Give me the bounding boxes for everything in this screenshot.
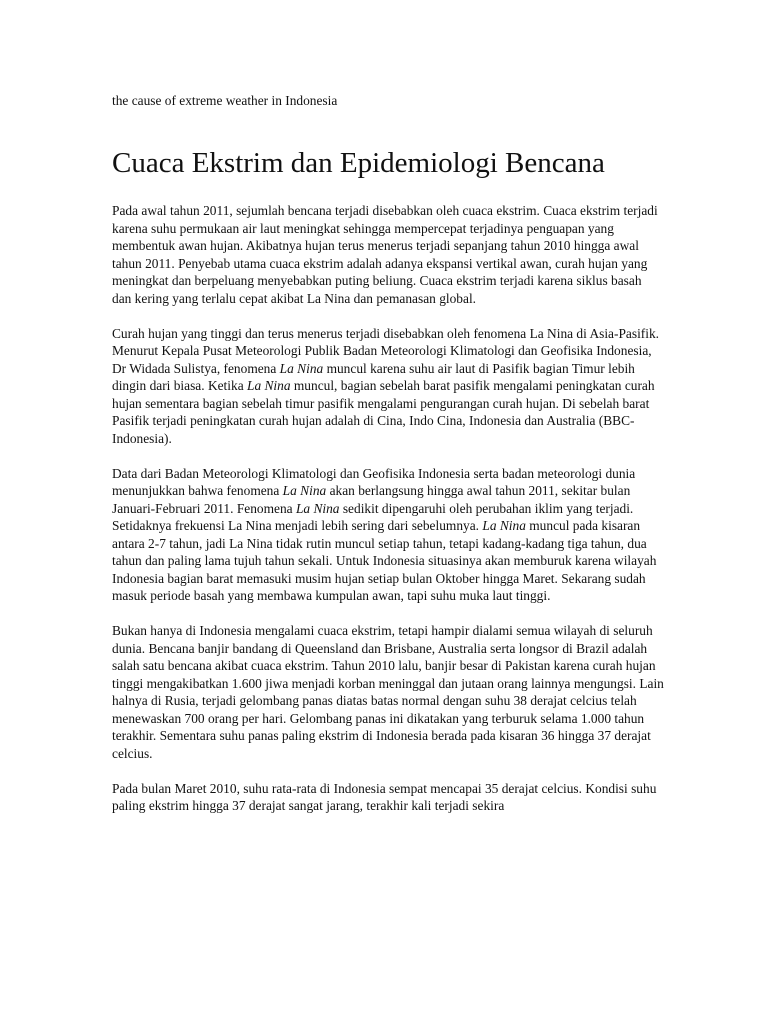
text-run: muncul, bagian sebelah barat pasifik mengalami peningkatan curah hujan sementara bagian sebelah timur pasifik mengalami pengurangan curah hujan. Di sebelah barat Pasifik terjadi peningkatan curah hujan adalah di Cina, Indo Cina, Indonesia dan Australia (BBC-Indonesia). <box>112 378 655 446</box>
text-run: akan berlangsung hingga awal tahun 2011, sekitar bulan Januari-Februari 2011. Fenomena <box>112 483 631 516</box>
document-title: Cuaca Ekstrim dan Epidemiologi Bencana <box>112 147 605 179</box>
text-run: muncul karena suhu air laut di Pasifik bagian Timur lebih dingin dari biasa. Ketika <box>112 360 635 393</box>
text-run: muncul pada kisaran antara 2-7 tahun, jadi La Nina tidak rutin muncul setiap tahun, tetapi kadang-kadang tiga tahun, dua tahun dan paling lama tujuh tahun sekali. Untuk Indonesia situasinya akan memburuk karena wilayah Indonesia bagian barat memasuki musim hujan setiap bulan Oktober hingga Maret. Sekarang sudah masuk periode basah yang membawa kumpulan awan, tapi suhu muka laut tinggi. <box>112 518 657 603</box>
paragraph-5 <box>112 780 664 815</box>
document-subtitle: the cause of extreme weather in Indonesia <box>112 93 338 108</box>
italic-term: La Nina <box>482 518 526 533</box>
text-run: sedikit dipengaruhi oleh perubahan iklim yang terjadi. Setidaknya frekuensi La Nina menjadi lebih sering dari sebelumnya. <box>112 500 634 533</box>
text-run: Data dari Badan Meteorologi Klimatologi dan Geofisika Indonesia serta badan meteorologi dunia menunjukkan bahwa fenomena <box>112 465 636 498</box>
document-body <box>112 202 664 815</box>
italic-term: La Nina <box>282 483 327 498</box>
paragraph-2 <box>112 325 664 448</box>
text-run: Pada awal tahun 2011, sejumlah bencana terjadi disebabkan oleh cuaca ekstrim. Cuaca ekstrim terjadi karena suhu permukaan air laut meningkat sehingga mempercepat terjadinya penguapan yang membentuk awan hujan. Akibatnya hujan terus menerus terjadi sepanjang tahun 2010 hingga awal tahun 2011. Penyebab utama cuaca ekstrim adalah adanya ekspansi vertikal awan, curah hujan yang meningkat dan berpeluang menyebabkan puting beliung. Cuaca ekstrim terjadi karena siklus basah dan kering yang terlalu cepat akibat La Nina dan pemanasan global. <box>112 203 658 306</box>
text-run: Curah hujan yang tinggi dan terus menerus terjadi disebabkan oleh fenomena La Nina di Asia-Pasifik. Menurut Kepala Pusat Meteorologi Publik Badan Meteorologi Klimatologi dan Geofisika Indonesia, Dr Widada Sulistya, fenomena <box>112 325 660 376</box>
italic-term: La Nina <box>295 500 340 516</box>
document-page <box>112 84 664 815</box>
text-run: Pada bulan Maret 2010, suhu rata-rata di Indonesia sempat mencapai 35 derajat celcius. Kondisi suhu paling ekstrim hingga 37 derajat sangat jarang, terakhir kali terjadi sekira <box>112 780 657 813</box>
text-run: Bukan hanya di Indonesia mengalami cuaca ekstrim, tetapi hampir dialami semua wilayah di seluruh dunia. Bencana banjir bandang di Queensland dan Brisbane, Australia serta longsor di Brazil adalah salah satu bencana akibat cuaca ekstrim. Tahun 2010 lalu, banjir besar di Pakistan karena curah hujan tinggi mengakibatkan 1.600 jiwa menjadi korban meninggal dan jutaan orang lainnya mengungsi. Lain halnya di Rusia, terjadi gelombang panas diatas batas normal dengan suhu 38 derajat celcius telah menewaskan 700 orang per hari. Gelombang panas ini dikatakan yang terburuk selama 1.000 tahun terakhir. Sementara suhu panas paling ekstrim di Indonesia berada pada kisaran 36 hingga 37 derajat celcius. <box>112 623 664 761</box>
paragraph-1 <box>112 202 664 307</box>
paragraph-4 <box>112 622 664 762</box>
italic-term: La Nina <box>279 360 324 376</box>
italic-term: La Nina <box>247 378 291 393</box>
paragraph-3 <box>112 465 664 605</box>
